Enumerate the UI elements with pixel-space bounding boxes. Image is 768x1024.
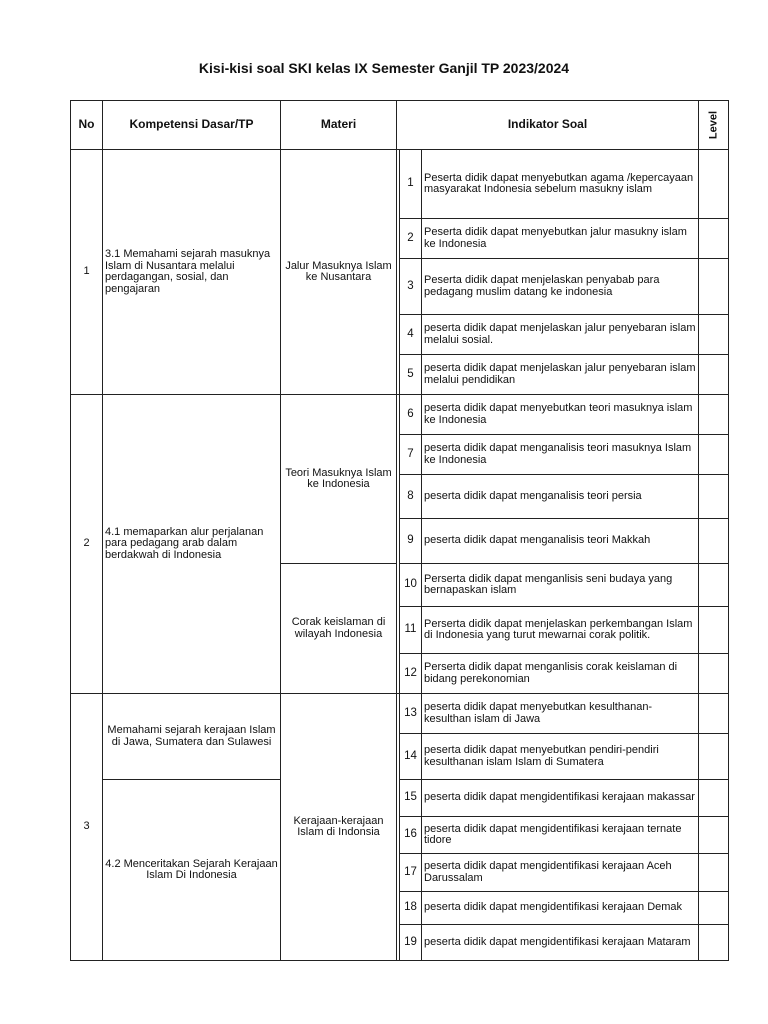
indikator-text: peserta didik dapat menyebutkan teori masuknya islam ke Indonesia xyxy=(422,395,699,435)
group-no-2: 2 xyxy=(71,395,103,694)
indikator-no: 10 xyxy=(400,564,422,607)
indikator-no: 12 xyxy=(400,654,422,694)
level-cell xyxy=(699,315,729,355)
group-kd-1: 3.1 Memahami sejarah masuknya Islam di Nusantara melalui perdagangan, sosial, dan pengajaran xyxy=(103,150,281,395)
level-cell xyxy=(699,475,729,519)
level-cell xyxy=(699,219,729,259)
indikator-no: 6 xyxy=(400,395,422,435)
table-row xyxy=(71,694,729,734)
table-header-row xyxy=(71,101,729,150)
indikator-text: peserta didik dapat menjelaskan jalur penyebaran islam melalui pendidikan xyxy=(422,355,699,395)
group-materi-2a: Teori Masuknya Islam ke Indonesia xyxy=(281,395,397,564)
kisi-kisi-table xyxy=(70,100,729,961)
level-cell xyxy=(699,519,729,564)
indikator-text: peserta didik dapat menganalisis teori persia xyxy=(422,475,699,519)
indikator-text: Perserta didik dapat menjelaskan perkembangan Islam di Indonesia yang turut mewarnai corak politik. xyxy=(422,607,699,654)
group-no-3: 3 xyxy=(71,694,103,961)
header-level xyxy=(699,101,729,150)
table-row xyxy=(71,150,729,219)
level-cell xyxy=(699,395,729,435)
group-materi-3: Kerajaan-kerajaan Islam di Indonsia xyxy=(281,694,397,961)
indikator-text: Peserta didik dapat menyebutkan agama /kepercayaan masyarakat Indonesia sebelum masukny islam xyxy=(422,150,699,219)
header-level-label: Level xyxy=(706,110,719,140)
indikator-text: peserta didik dapat menjelaskan jalur penyebaran islam melalui sosial. xyxy=(422,315,699,355)
header-no: No xyxy=(71,101,103,150)
level-cell xyxy=(699,607,729,654)
group-kd-2: 4.1 memaparkan alur perjalanan para pedagang arab dalam berdakwah di Indonesia xyxy=(103,395,281,694)
group-materi-1: Jalur Masuknya Islam ke Nusantara xyxy=(281,150,397,395)
header-kompetensi-dasar: Kompetensi Dasar/TP xyxy=(103,101,281,150)
indikator-text: Peserta didik dapat menjelaskan penyabab para pedagang muslim datang ke indonesia xyxy=(422,259,699,315)
level-cell xyxy=(699,892,729,925)
level-cell xyxy=(699,780,729,817)
indikator-text: Peserta didik dapat menyebutkan jalur masukny islam ke Indonesia xyxy=(422,219,699,259)
indikator-text: peserta didik dapat mengidentifikasi kerajaan Demak xyxy=(422,892,699,925)
indikator-text: peserta didik dapat menyebutkan kesulthanan-kesulthan islam di Jawa xyxy=(422,694,699,734)
indikator-no: 4 xyxy=(400,315,422,355)
indikator-text: Perserta didik dapat menganlisis seni budaya yang bernapaskan islam xyxy=(422,564,699,607)
indikator-no: 17 xyxy=(400,854,422,892)
indikator-text: peserta didik dapat mengidentifikasi kerajaan Mataram xyxy=(422,925,699,961)
level-cell xyxy=(699,817,729,854)
level-cell xyxy=(699,654,729,694)
indikator-no: 16 xyxy=(400,817,422,854)
indikator-text: peserta didik dapat menyebutkan pendiri-pendiri kesulthanan islam Islam di Sumatera xyxy=(422,734,699,780)
indikator-text: peserta didik dapat menganalisis teori masuknya Islam ke Indonesia xyxy=(422,435,699,475)
indikator-no: 2 xyxy=(400,219,422,259)
level-cell xyxy=(699,355,729,395)
level-cell xyxy=(699,925,729,961)
indikator-no: 18 xyxy=(400,892,422,925)
indikator-no: 11 xyxy=(400,607,422,654)
level-cell xyxy=(699,150,729,219)
level-cell xyxy=(699,259,729,315)
indikator-text: Perserta didik dapat menganlisis corak keislaman di bidang perekonomian xyxy=(422,654,699,694)
group-kd-3a: Memahami sejarah kerajaan Islam di Jawa, Sumatera dan Sulawesi xyxy=(103,694,281,780)
document-title: Kisi-kisi soal SKI kelas IX Semester Ganjil TP 2023/2024 xyxy=(198,60,570,76)
level-cell xyxy=(699,694,729,734)
indikator-no: 3 xyxy=(400,259,422,315)
level-cell xyxy=(699,854,729,892)
indikator-no: 1 xyxy=(400,150,422,219)
header-materi: Materi xyxy=(281,101,397,150)
level-cell xyxy=(699,435,729,475)
indikator-text: peserta didik dapat mengidentifikasi kerajaan Aceh Darussalam xyxy=(422,854,699,892)
indikator-no: 15 xyxy=(400,780,422,817)
indikator-no: 14 xyxy=(400,734,422,780)
level-cell xyxy=(699,564,729,607)
group-no-1: 1 xyxy=(71,150,103,395)
indikator-no: 9 xyxy=(400,519,422,564)
header-indikator-soal: Indikator Soal xyxy=(397,101,699,150)
indikator-no: 13 xyxy=(400,694,422,734)
group-materi-2b: Corak keislaman di wilayah Indonesia xyxy=(281,564,397,694)
indikator-text: peserta didik dapat mengidentifikasi kerajaan ternate tidore xyxy=(422,817,699,854)
indikator-text: peserta didik dapat menganalisis teori Makkah xyxy=(422,519,699,564)
table-row xyxy=(71,780,729,817)
table-row xyxy=(71,395,729,435)
indikator-no: 8 xyxy=(400,475,422,519)
level-cell xyxy=(699,734,729,780)
indikator-no: 7 xyxy=(400,435,422,475)
group-kd-3b: 4.2 Menceritakan Sejarah Kerajaan Islam Di Indonesia xyxy=(103,780,281,961)
indikator-text: peserta didik dapat mengidentifikasi kerajaan makassar xyxy=(422,780,699,817)
indikator-no: 5 xyxy=(400,355,422,395)
indikator-no: 19 xyxy=(400,925,422,961)
